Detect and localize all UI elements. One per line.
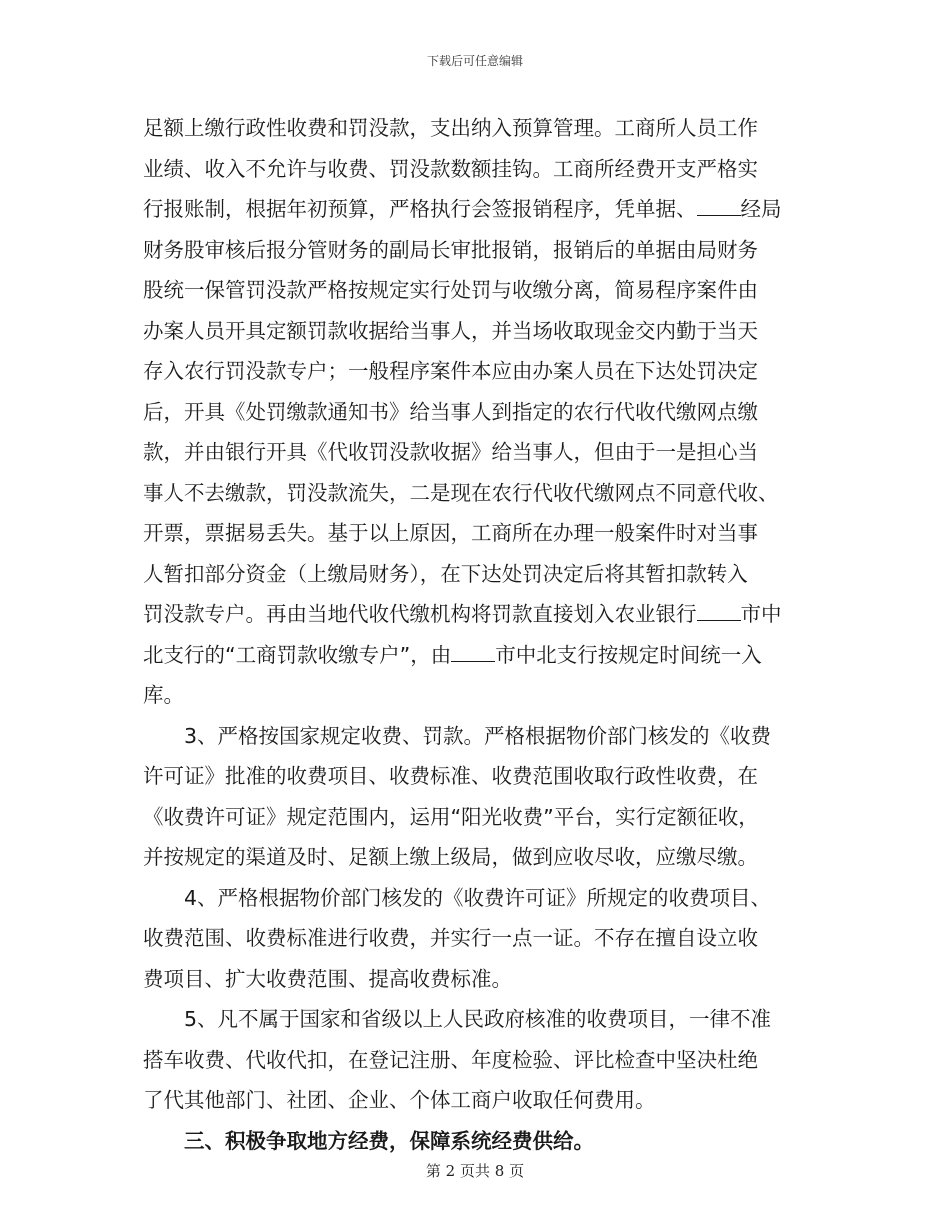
page-header: 下载后可任意编辑 <box>426 54 523 68</box>
text-line: 库。 <box>143 683 184 707</box>
text-segment: 5、凡不属于国家和省级以上人民政府核准的收费项目，一律不准 <box>184 1007 772 1031</box>
page-footer: 第 2 页共 8 页 <box>425 1162 525 1180</box>
blank-underline <box>697 193 741 216</box>
paragraph-5-line <box>143 999 807 1040</box>
text-line <box>143 594 807 635</box>
text-line: 事人不去缴款，罚没款流失，二是现在农行代收代缴网点不同意代收、 <box>143 480 779 505</box>
text-segment: 经局 <box>740 197 782 221</box>
text-segment: 北支行的“工商罚款收缴专户”，由 <box>143 642 452 667</box>
text-line <box>143 189 807 230</box>
text-line: 开票，票据易丢失。基于以上原因，工商所在办理一般案件时对当事 <box>143 521 758 545</box>
text-line: 款，并由银行开具《代收罚没款收据》给当事人，但由于一是担心当 <box>143 440 758 464</box>
text-line: 办案人员开具定额罚款收据给当事人，并当场收取现金交内勤于当天 <box>143 318 758 343</box>
paragraph-3-line: 并按规定的渠道及时、足额上缴上级局，做到应收尽收，应缴尽缴。 <box>143 845 758 869</box>
text-line: 足额上缴行政性收费和罚没款，支出纳入预算管理。工商所人员工作 <box>143 116 758 140</box>
heading-text: 三、积极争取地方经费，保障系统经费供给。 <box>184 1128 594 1153</box>
paragraph-3-line: 《收费许可证》规定范围内，运用“阳光收费”平台，实行定额征收， <box>143 804 759 829</box>
text-line: 财务股审核后报分管财务的副局长审批报销，报销后的单据由局财务 <box>143 237 758 262</box>
text-segment: 4、严格根据物价部门核发的《收费许可证》所规定的收费项目、 <box>184 885 772 910</box>
text-segment: 市中北支行按规定时间统一入 <box>495 642 762 667</box>
text-line: 人暂扣部分资金（上缴局财务），在下达处罚决定后将其暂扣款转入 <box>143 561 748 586</box>
text-line: 业绩、收入不允许与收费、罚没款数额挂钩。工商所经费开支严格实 <box>143 156 758 181</box>
paragraph-5-line: 搭车收费、代收代扣，在登记注册、年度检验、评比检查中坚决杜绝 <box>143 1047 758 1072</box>
blank-underline <box>451 639 495 662</box>
text-line: 存入农行罚没款专户；一般程序案件本应由办案人员在下达处罚决定 <box>143 359 758 383</box>
text-segment: 行报账制，根据年初预算，严格执行会签报销程序，凭单据、 <box>143 197 697 221</box>
paragraph-5-line: 了代其他部门、社团、企业、个体工商户收取任何费用。 <box>143 1088 656 1112</box>
paragraph-3-line <box>143 716 807 757</box>
text-segment: 市中 <box>740 602 782 626</box>
paragraph-4-line <box>143 878 807 919</box>
text-line: 股统一保管罚没款严格按规定实行处罚与收缴分离，简易程序案件由 <box>143 278 758 302</box>
section-heading <box>143 1121 807 1162</box>
text-line: 后，开具《处罚缴款通知书》给当事人到指定的农行代收代缴网点缴 <box>143 399 758 424</box>
body-text <box>143 108 807 1161</box>
blank-underline <box>697 598 741 621</box>
text-segment: 罚没款专户。再由当地代收代缴机构将罚款直接划入农业银行 <box>143 602 697 626</box>
paragraph-4-line: 收费范围、收费标准进行收费，并实行一点一证。不存在擅自设立收 <box>143 926 758 950</box>
paragraph-4-line: 费项目、扩大收费范围、提高收费标准。 <box>143 966 512 991</box>
text-line <box>143 635 807 676</box>
paragraph-3-line: 许可证》批准的收费项目、收费标准、收费范围收取行政性收费，在 <box>143 764 758 788</box>
text-segment: 3、严格按国家规定收费、罚款。严格根据物价部门核发的《收费 <box>184 723 772 748</box>
